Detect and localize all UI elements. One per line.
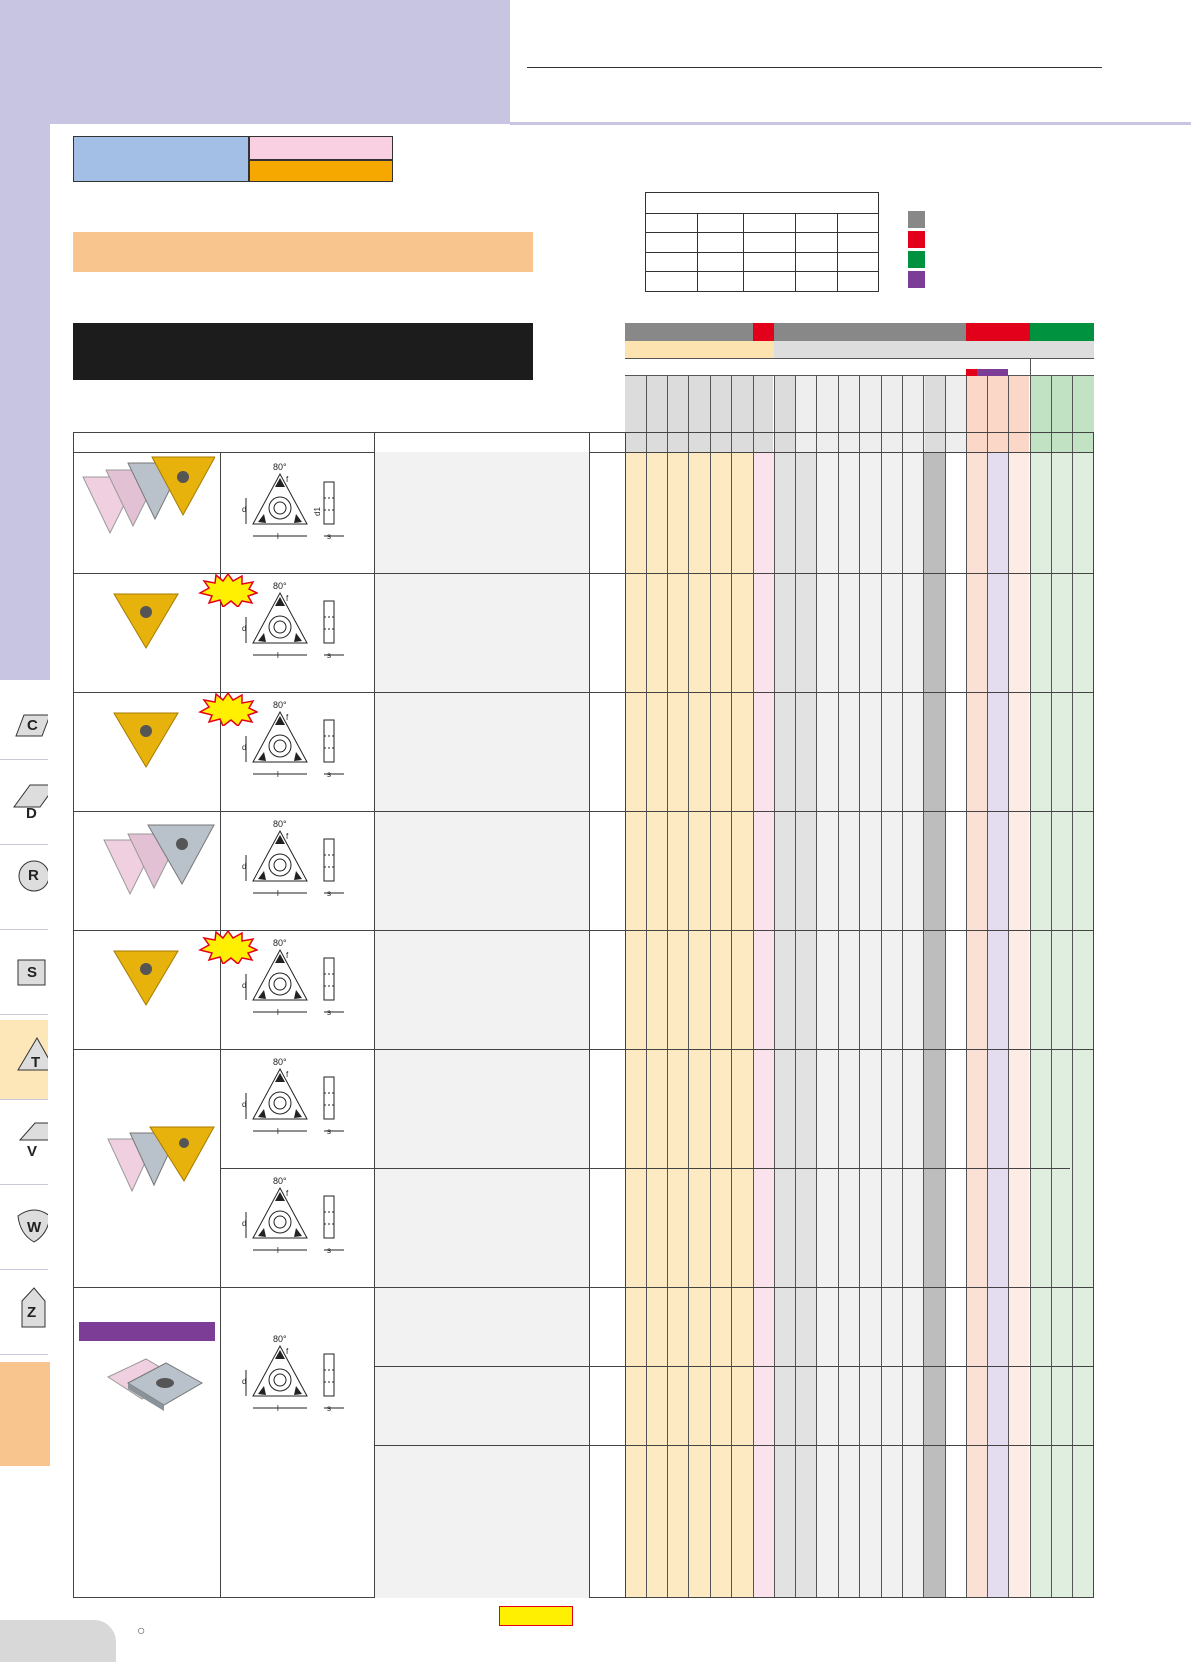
orange-bar	[73, 232, 533, 272]
angle-label: 80°	[273, 938, 287, 948]
insert-technical-drawing	[240, 936, 350, 1018]
small-table-row-line	[646, 252, 878, 253]
grade-header-red-1	[753, 323, 774, 341]
s-label: s	[327, 1127, 331, 1136]
angle-label: 80°	[273, 819, 287, 829]
f-label: f	[286, 1070, 289, 1079]
small-table	[645, 192, 879, 292]
footer-yellow-box	[499, 1606, 573, 1626]
l-label: l	[277, 1127, 279, 1136]
grade-header-gray-2	[774, 323, 966, 341]
f-label: f	[286, 594, 289, 603]
pentagon-icon	[0, 1275, 48, 1355]
small-table-row-line	[646, 232, 878, 233]
side-tab-t[interactable]	[0, 1020, 48, 1100]
small-table-col-line	[743, 213, 744, 292]
side-tab-s[interactable]	[0, 935, 48, 1015]
side-tab-letter: D	[26, 805, 37, 822]
side-tab-letter: T	[31, 1054, 41, 1071]
sidebar-tabs	[0, 680, 50, 1360]
parallelogram-icon	[0, 680, 48, 760]
svg-text:d1: d1	[313, 507, 322, 516]
l-label: l	[277, 1246, 279, 1255]
insert-technical-drawing	[240, 460, 350, 542]
insert-square-image	[106, 1353, 206, 1421]
grade-header-row-3	[625, 358, 1094, 376]
rhombus-icon	[0, 765, 48, 845]
s-label: s	[327, 1008, 331, 1017]
l-label: l	[277, 651, 279, 660]
row-sep	[374, 1445, 625, 1446]
s-label: s	[327, 651, 331, 660]
sidebar-band	[0, 124, 50, 680]
row-sep	[374, 1049, 625, 1050]
purple-label-bar	[79, 1322, 215, 1341]
d-label: d	[242, 743, 247, 752]
key-box-blue	[73, 136, 249, 182]
header-bottom-line	[510, 122, 1191, 125]
small-table-row-line	[646, 213, 878, 214]
l-label: l	[277, 1404, 279, 1413]
d-label: d	[242, 624, 247, 633]
side-tab-letter: W	[27, 1219, 42, 1236]
l-label: l	[277, 770, 279, 779]
legend-purple-square	[908, 271, 925, 288]
row-sep	[374, 692, 625, 693]
side-tab-letter: R	[28, 867, 39, 884]
side-tab-letter: Z	[27, 1304, 37, 1321]
row-sep	[374, 930, 625, 931]
insert-group-image	[106, 1125, 218, 1200]
row-sep	[374, 1287, 625, 1288]
s-label: s	[327, 889, 331, 898]
black-title-bar	[73, 323, 533, 380]
l-label: l	[277, 889, 279, 898]
circle-icon	[0, 850, 48, 930]
d-label: d	[242, 981, 247, 990]
angle-label: 80°	[273, 1057, 287, 1067]
grade-subheader-gray	[774, 341, 1094, 358]
small-table-col-line	[837, 213, 838, 292]
row-sep	[374, 1168, 625, 1169]
side-tab-z[interactable]	[0, 1275, 48, 1355]
grade-header-red-2	[966, 323, 1030, 341]
angle-label: 80°	[273, 700, 287, 710]
f-label: f	[286, 1189, 289, 1198]
row-sep	[374, 573, 625, 574]
legend-gray-square	[908, 211, 925, 228]
insert-group-image	[102, 822, 217, 907]
small-table-col-line	[697, 213, 698, 292]
vline-col-4	[625, 432, 626, 1598]
row-sep	[220, 1168, 1070, 1169]
insert-gold-image	[112, 947, 180, 1007]
square-icon	[0, 935, 48, 1015]
vline-col-3	[589, 452, 590, 1598]
footer-page-tab	[0, 1620, 116, 1662]
f-label: f	[286, 713, 289, 722]
side-tab-r[interactable]	[0, 850, 48, 930]
f-label: f	[286, 1347, 289, 1356]
row-sep	[374, 1366, 625, 1367]
small-table-col-line	[795, 213, 796, 292]
description-column	[375, 452, 589, 1598]
insert-technical-drawing	[240, 817, 350, 899]
sidebar-orange-tab	[0, 1362, 50, 1466]
insert-technical-drawing	[240, 579, 350, 661]
side-tab-c[interactable]	[0, 680, 48, 760]
d-label: d	[242, 505, 247, 514]
side-tab-letter: V	[27, 1143, 38, 1160]
legend-green-square	[908, 251, 925, 268]
rhombus-35-icon	[0, 1105, 48, 1185]
key-box-orange	[249, 160, 393, 182]
side-tab-v[interactable]	[0, 1105, 48, 1185]
grade-subheader-peach	[625, 341, 774, 358]
header-rule	[527, 67, 1102, 68]
f-label: f	[286, 951, 289, 960]
l-label: l	[277, 1008, 279, 1017]
footer-page-marker: ○	[137, 1622, 146, 1638]
s-label: s	[327, 1404, 331, 1413]
row-sep	[374, 811, 625, 812]
s-label: s	[327, 770, 331, 779]
s-label: s	[327, 1246, 331, 1255]
insert-technical-drawing	[240, 1055, 350, 1137]
d-label: d	[242, 1377, 247, 1386]
f-label: f	[286, 475, 289, 484]
angle-label: 80°	[273, 581, 287, 591]
d-label: d	[242, 1219, 247, 1228]
triangle-icon	[0, 1020, 48, 1100]
small-table-row-line	[646, 271, 878, 272]
insert-gold-image	[112, 709, 180, 769]
angle-label: 80°	[273, 462, 287, 472]
side-tab-letter: S	[27, 964, 38, 981]
insert-technical-drawing	[240, 698, 350, 780]
side-tab-w[interactable]	[0, 1190, 48, 1270]
side-tab-letter: C	[27, 717, 38, 734]
vline-col-1	[220, 452, 221, 1598]
key-box-pink	[249, 136, 393, 160]
side-tab-d[interactable]	[0, 765, 48, 845]
d-label: d	[242, 862, 247, 871]
s-label: s	[327, 532, 331, 541]
angle-label: 80°	[273, 1334, 287, 1344]
f-label: f	[286, 832, 289, 841]
legend-red-square	[908, 231, 925, 248]
grade-header-green	[1030, 323, 1094, 341]
grade-header-divider	[1030, 358, 1031, 376]
insert-gold-image	[112, 590, 180, 650]
grade-header-gray-1	[625, 323, 753, 341]
insert-technical-drawing	[240, 1174, 350, 1256]
insert-group-image	[80, 455, 215, 545]
d-label: d	[242, 1100, 247, 1109]
angle-label: 80°	[273, 1176, 287, 1186]
l-label: l	[277, 532, 279, 541]
header-band	[0, 0, 510, 124]
insert-technical-drawing	[240, 1332, 350, 1414]
